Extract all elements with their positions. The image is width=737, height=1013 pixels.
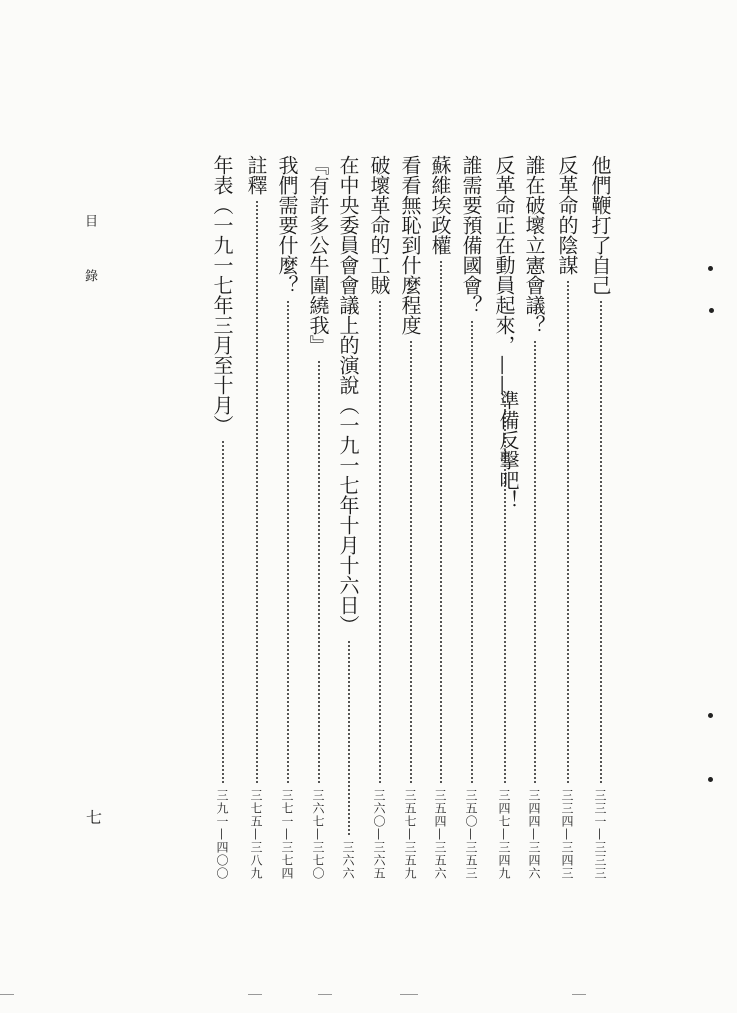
entry-pages: 三七五—三八九 — [249, 789, 263, 880]
leader-dots — [600, 301, 602, 783]
leader-dots — [348, 641, 350, 835]
entry-title: 破壞革命的工賊 — [367, 155, 391, 295]
entry-title: 在中央委員會會議上的演說（一九一七年十月十六日） — [336, 155, 360, 635]
page-number: 七 — [86, 808, 103, 827]
leader-dots — [440, 261, 442, 783]
leader-dots — [410, 341, 412, 783]
toc-entry — [555, 155, 579, 880]
entry-pages: 三五七—三五九 — [403, 789, 417, 880]
entry-subtitle: 準備反擊吧！ — [496, 390, 520, 510]
scan-edge-line — [572, 994, 586, 995]
entry-title: 看看無恥到什麼程度 — [398, 155, 422, 335]
entry-title: 誰在破壞立憲會議？ — [522, 155, 546, 335]
toc-entry — [398, 155, 422, 880]
entry-title: 反革命的陰謀 — [555, 155, 579, 275]
entry-pages: 三七一—三七四 — [280, 789, 294, 880]
toc-entry — [210, 155, 234, 880]
leader-dots — [222, 441, 224, 783]
section-label: 目錄 — [82, 214, 97, 324]
leader-dots — [379, 301, 381, 783]
scan-edge-line — [400, 994, 418, 995]
leader-dots — [287, 301, 289, 783]
scan-edge-line — [248, 994, 262, 995]
toc-entry — [244, 155, 268, 880]
entry-pages: 三五〇—三五三 — [464, 789, 478, 880]
entry-title: 年表（一九一七年三月至十月） — [210, 155, 234, 435]
toc-entry — [275, 155, 299, 880]
toc-entry — [428, 155, 452, 880]
entry-pages: 三九一—四〇〇 — [215, 789, 229, 880]
entry-pages: 三三四—三四三 — [560, 789, 574, 880]
toc-entry — [588, 155, 612, 880]
leader-dots — [567, 281, 569, 783]
entry-pages: 三四七—三四九 — [497, 789, 511, 880]
toc-entry — [522, 155, 546, 880]
scan-speck — [709, 308, 714, 313]
entry-title: 我們需要什麼？ — [275, 155, 299, 295]
entry-title: 他們鞭打了自己 — [588, 155, 612, 295]
entry-pages: 三六六 — [341, 841, 355, 880]
scan-speck — [708, 713, 713, 718]
scan-edge-line — [318, 994, 332, 995]
entry-pages: 三六〇—三六五 — [372, 789, 386, 880]
leader-dots — [534, 341, 536, 783]
entry-pages: 三六七—三七〇 — [311, 789, 325, 880]
toc-entry — [492, 155, 516, 880]
leader-dots — [318, 361, 320, 783]
toc-entry — [336, 155, 360, 880]
entry-title: 註釋 — [244, 155, 268, 195]
scan-speck — [708, 266, 713, 271]
entry-title: 誰需要預備國會？ — [459, 155, 483, 315]
entry-title: 反革命正在動員起來，—— — [492, 155, 516, 395]
toc-entry — [367, 155, 391, 880]
entry-pages: 三五四—三五六 — [433, 789, 447, 880]
toc-entry — [459, 155, 483, 880]
entry-title: 蘇維埃政權 — [428, 155, 452, 255]
leader-dots — [471, 321, 473, 783]
entry-title: 『有許多公牛圍繞我』 — [306, 155, 330, 355]
toc-entry — [306, 155, 330, 880]
entry-pages: 三三一—三三三 — [593, 789, 607, 880]
scan-edge-line — [0, 994, 14, 995]
entry-pages: 三四四—三四六 — [527, 789, 541, 880]
leader-dots — [256, 201, 258, 783]
scan-speck — [708, 777, 713, 782]
